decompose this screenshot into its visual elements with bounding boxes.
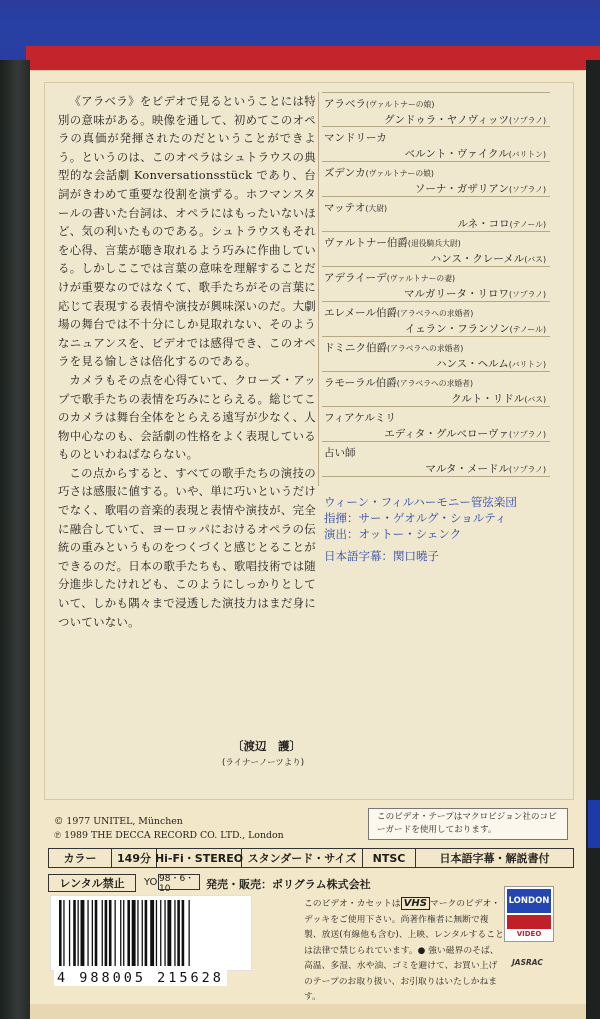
cast-singer: ベルント・ヴァイクル(バリトン): [404, 148, 546, 160]
column-divider: [318, 92, 319, 486]
cast-role: アデライーデ(ヴァルトナーの妻): [324, 272, 456, 284]
cast-singer: クルト・リドル(バス): [451, 393, 546, 405]
notice-text: マークのビデオ・デッキをご使用下さい。尚著作権者に無断で複製、放送(有線他も含む)、上映、レンタルすることは法律で禁じられています。● 強い磁界のそば、高温、多湿、水や油、ゴミを避けて、お買い上げのテープのお取り扱い、お引取りはいたしかねます。: [304, 899, 504, 1002]
publisher: 発売・販売：ポリグラム株式会社: [206, 878, 371, 891]
vhs-logo: VHS: [401, 897, 430, 910]
macrovision-notice: このビデオ・テープはマクロビジョン社のコピーガードを使用しております。: [368, 808, 568, 840]
liner-essay: [58, 92, 316, 631]
spec-size: スタンダード・サイズ: [242, 849, 363, 867]
cast-singer: マルタ・メードル(ソプラノ): [425, 463, 546, 475]
cast-role: アラベラ(ヴァルトナーの娘): [324, 98, 435, 110]
cast-singer: ハンス・クレーメル(バス): [430, 253, 546, 265]
barcode-digits: 4 988005 215628: [54, 970, 227, 986]
barcode: [50, 895, 252, 971]
cast-row: [322, 407, 550, 442]
rental-prohibited-label: レンタル禁止: [48, 874, 136, 892]
release-date: 98・6・10: [158, 874, 200, 890]
essay-paragraph: カメラもその点を心得ていて、クローズ・アップで歌手たちの表情を巧みにとらえる。総じてこのカメラは舞台全体をとらえる遠写が少なく、人物中心なのも、会話劇の性格をよく表現しているものといわねばならない。: [58, 372, 316, 462]
tape-left-spine: [0, 60, 30, 1019]
cast-row: [322, 92, 550, 127]
cast-role: ドミニク伯爵(アラベラへの求婚者): [324, 342, 464, 354]
cast-singer: ルネ・コロ(テノール): [457, 218, 546, 230]
cast-role: ラモーラル伯爵(アラベラへの求婚者): [324, 377, 474, 389]
spec-audio: Hi-Fi・STEREO: [157, 849, 242, 867]
blue-tab: [588, 800, 600, 848]
cast-row: [322, 267, 550, 302]
spec-subtitle: 日本語字幕・解説書付: [439, 852, 550, 865]
cast-row: [322, 197, 550, 232]
tape-right-edge: [586, 60, 600, 1019]
copyright-line: ℗ 1989 THE DECCA RECORD CO. LTD., London: [54, 830, 284, 841]
cast-singer: グンドゥラ・ヤノヴィッツ(ソプラノ): [384, 114, 546, 126]
cast-row: [322, 232, 550, 267]
cast-row: [322, 127, 550, 162]
cast-row: [322, 442, 550, 477]
cast-singer: ソーナ・ガザリアン(ソプラノ): [414, 183, 546, 195]
notice-text: このビデオ・カセットは: [304, 899, 401, 909]
jasrac-mark: JASRAC: [512, 958, 543, 967]
copyright-line: © 1977 UNITEL, München: [54, 816, 183, 827]
barcode-bars: [51, 896, 251, 970]
cast-row: [322, 162, 550, 197]
cast-role: ズデンカ(ヴァルトナーの娘): [324, 167, 434, 179]
cast-role: エレメール伯爵(アラベラへの求婚者): [324, 307, 474, 319]
essay-paragraph: 《アラベラ》をビデオで見るということには特別の意味がある。映像を通して、初めてこのオペラの真価が発揮されたのだということができよう。というのは、このオペラはシュトラウスの典型的な会話劇 Konversationsstück であり、台詞がきわめて重要な役割を演ずる。ホフマンスタールの書いた台詞は、オペラにはもったいないほど、気の利いたものである。シュトラウスもそれを心得、言葉が聴き取れるよう巧みに作曲している。しかしここでは言葉の意味を理解することだけが重要なのではなくて、歌手たちがその言葉に応じて表現する表情や演技が興味深いのだ。大劇場の舞台では不十分にしか見取れない、そのようなニュアンスを、ビデオでは感得でき、このオペラを見る愉しさは倍化するのである。: [58, 94, 316, 369]
cast-role: フィアケルミリ: [324, 412, 396, 424]
sleeve-bottom-edge: [30, 1004, 586, 1019]
cast-singer: エディタ・グルベローヴァ(ソプラノ): [384, 428, 546, 440]
essay-paragraph: この点からすると、すべての歌手たちの演技の巧さは感服に値する。いや、単に巧いというだけでなく、歌唱の音楽的表現と表情や演技が、完全に融合していて、ヨーロッパにおけるオペラの伝統の重みというものをつくづくと感じとることができるのだ。日本の歌手たちも、歌唱技術では随分進歩したけれども、このようにしっかりとしていて、しかも隅々まで浸透した演技力はまだ身についていない。: [58, 465, 316, 629]
essay-signature: 〔渡辺 護〕: [232, 739, 301, 753]
cast-role: マンドリーカ: [324, 132, 387, 144]
spec-color: カラー: [49, 849, 112, 867]
spec-format: NTSC: [363, 849, 416, 867]
spec-bar: [48, 848, 574, 868]
cast-role: 占い師: [324, 447, 356, 459]
subtitle-credit: 日本語字幕：関口曉子: [324, 549, 439, 563]
rental-code: YO: [144, 877, 158, 888]
cast-row: [322, 372, 550, 407]
cast-row: [322, 337, 550, 372]
london-video-logo: [504, 886, 554, 942]
cast-singer: ハンス・ヘルム(バリトン): [435, 358, 546, 370]
cast-singer: マルガリータ・リロワ(ソプラノ): [403, 288, 546, 300]
spec-duration: 149分: [112, 849, 157, 867]
orchestra-credit: ウィーン・フィルハーモニー管弦楽団: [324, 495, 517, 509]
cast-row: [322, 302, 550, 337]
director-credit: 演出：オットー・シェンク: [324, 527, 462, 541]
cast-role: ヴァルトナー伯爵(退役騎兵大尉): [324, 237, 461, 249]
essay-signature-note: (ライナーノーツより): [222, 758, 305, 768]
conductor-credit: 指揮：サー・ゲオルグ・ショルティ: [324, 511, 507, 525]
cast-role: マッテオ(大尉): [324, 202, 388, 214]
london-logo-sub: VIDEO: [516, 930, 542, 938]
london-logo-text: LONDON: [507, 889, 551, 913]
tape-top-red-stripe: [26, 46, 600, 72]
london-logo-red: [507, 915, 551, 929]
cast-list: [322, 92, 550, 477]
usage-notice: [304, 897, 504, 1006]
cast-singer: イェラン・フランソン(テノール): [404, 323, 546, 335]
